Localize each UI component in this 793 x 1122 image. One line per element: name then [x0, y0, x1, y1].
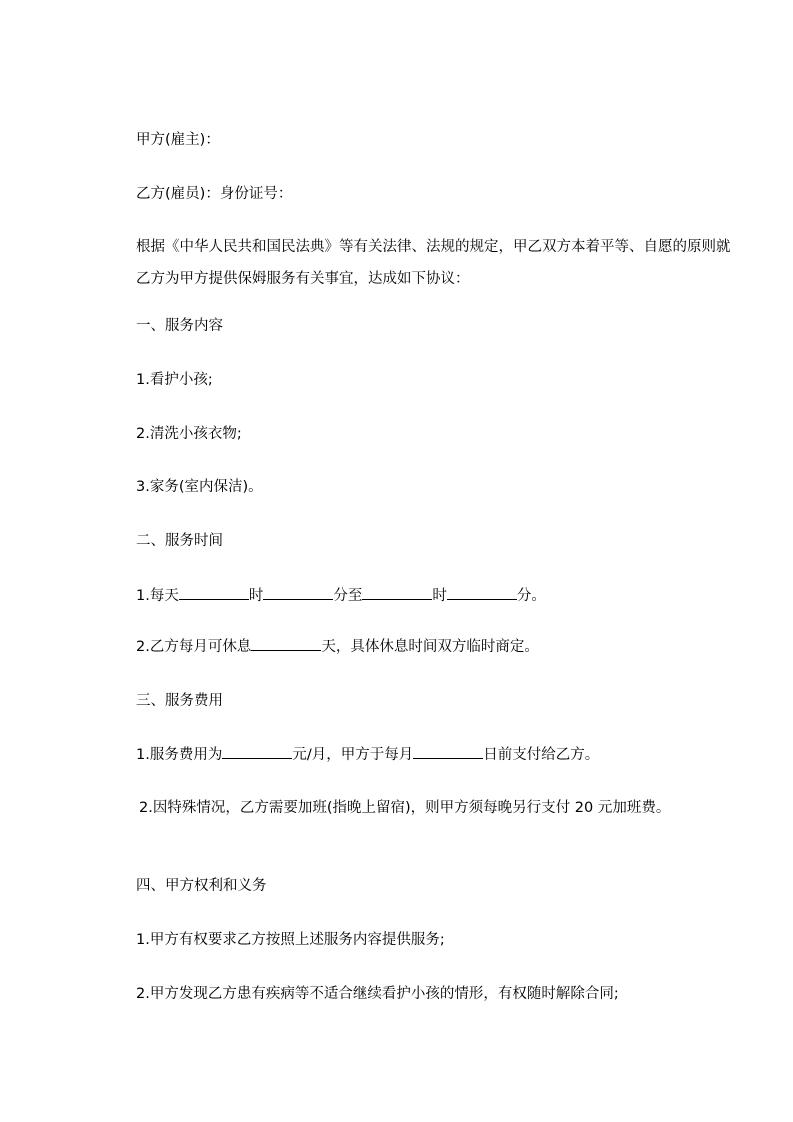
- rest-days-blank[interactable]: [251, 636, 321, 651]
- s3-item-1-text-c: 日前支付给乙方。: [483, 747, 600, 763]
- s3-item-1-text-b: 元/月，甲方于每月: [292, 747, 414, 763]
- payment-day-blank[interactable]: [413, 744, 483, 759]
- s1-item-1: 1.看护小孩;: [136, 372, 213, 388]
- monthly-fee-blank[interactable]: [222, 744, 292, 759]
- minute-end-blank[interactable]: [447, 585, 517, 600]
- s3-item-1: [136, 744, 599, 765]
- s2-item-1-text-e: 分。: [516, 588, 546, 604]
- hour-end-blank[interactable]: [362, 585, 432, 600]
- s3-item-1-text-a: 1.服务费用为: [136, 747, 223, 763]
- s1-item-2: 2.清洗小孩衣物;: [136, 426, 242, 442]
- party-b-line: 乙方(雇员)：身份证号：: [136, 186, 293, 202]
- section-3-title: 三、服务费用: [136, 693, 223, 709]
- intro-paragraph: 根据《中华人民共和国民法典》等有关法律、法规的规定，甲乙双方本着平等、自愿的原则就乙方为甲方提供保姆服务有关事宜，达成如下协议：: [136, 239, 731, 287]
- s2-item-1-text-a: 1.每天: [136, 588, 179, 604]
- section-2-title: 二、服务时间: [136, 533, 223, 549]
- s3-item-2: 2.因特殊情况，乙方需要加班(指晚上留宿)，则甲方须每晚另行支付 20 元加班费。: [139, 800, 671, 816]
- s2-item-2-text-a: 2.乙方每月可休息: [136, 639, 252, 655]
- s2-item-1-text-b: 时: [248, 588, 264, 604]
- s2-item-2: [136, 636, 539, 657]
- s2-item-1-text-d: 时: [432, 588, 447, 604]
- s2-item-1: [136, 585, 546, 606]
- s4-item-2: 2.甲方发现乙方患有疾病等不适合继续看护小孩的情形，有权随时解除合同;: [136, 986, 619, 1002]
- s1-item-3: 3.家务(室内保洁)。: [136, 479, 263, 495]
- party-a-line: 甲方(雇主)：: [136, 132, 220, 148]
- minute-start-blank[interactable]: [263, 585, 333, 600]
- section-1-title: 一、服务内容: [136, 318, 223, 334]
- section-4-title: 四、甲方权利和义务: [136, 878, 267, 894]
- s2-item-2-text-b: 天，具体休息时间双方临时商定。: [321, 639, 539, 655]
- s2-item-1-text-c: 分至: [333, 588, 363, 604]
- s4-item-1: 1.甲方有权要求乙方按照上述服务内容提供服务;: [136, 932, 445, 948]
- hour-start-blank[interactable]: [179, 585, 249, 600]
